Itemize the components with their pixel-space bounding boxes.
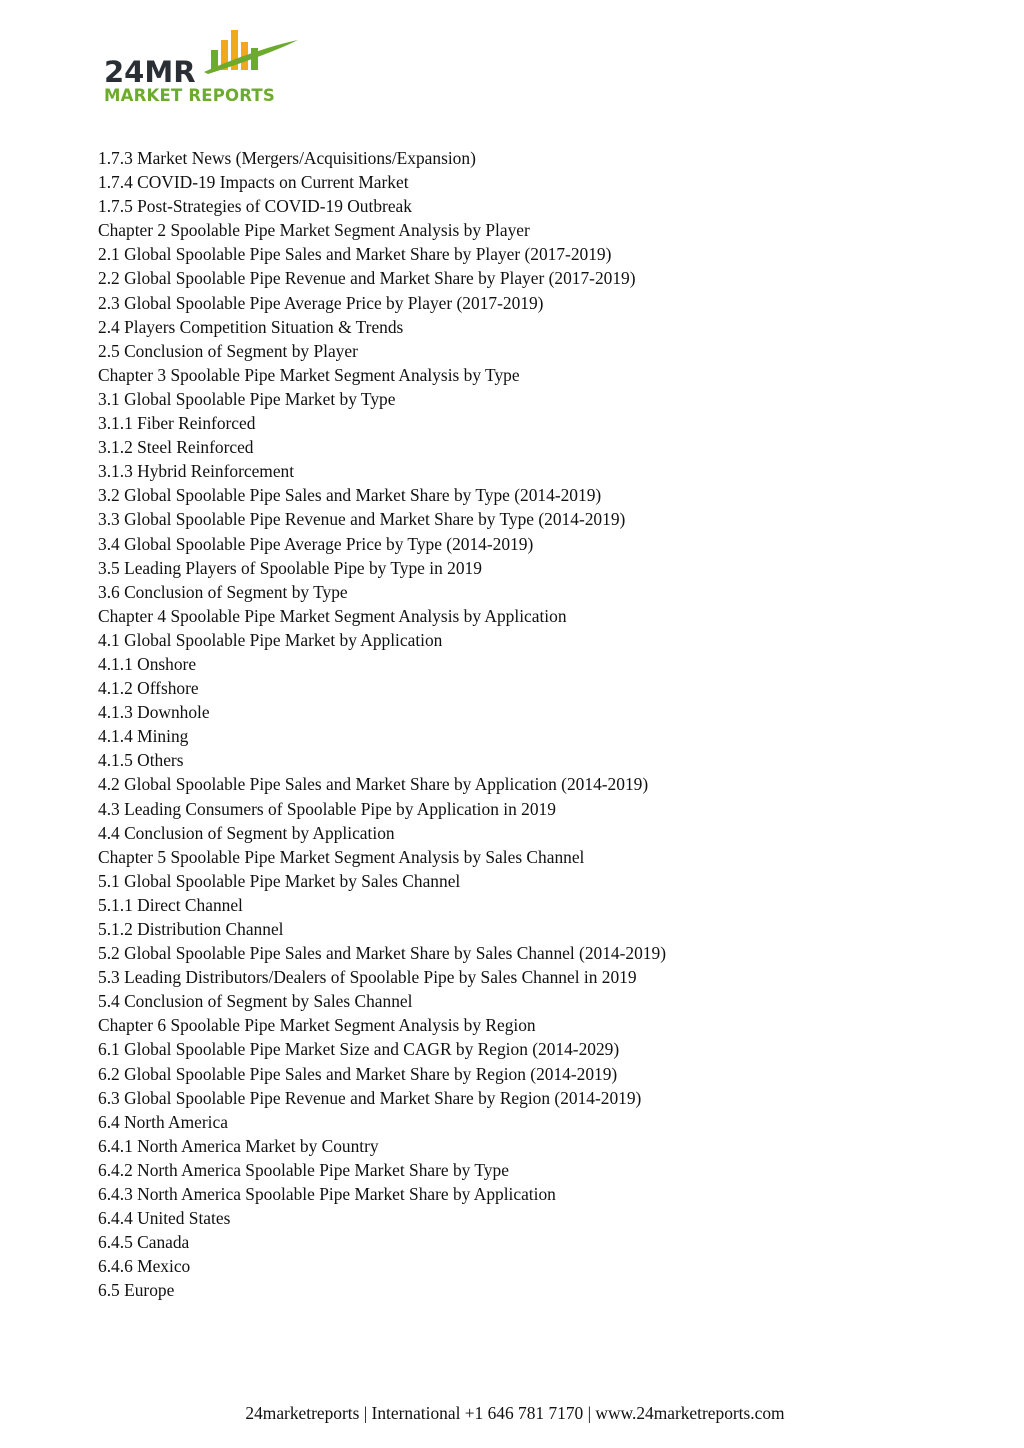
toc-item: 4.1.2 Offshore: [98, 678, 199, 699]
toc-item: 4.2 Global Spoolable Pipe Sales and Market Share by Application (2014-2019): [98, 774, 649, 795]
toc-item: 6.4.5 Canada: [98, 1232, 190, 1253]
toc-item: 2.2 Global Spoolable Pipe Revenue and Market Share by Player (2017-2019): [98, 268, 636, 289]
toc-item: 6.4.3 North America Spoolable Pipe Market Share by Application: [98, 1184, 556, 1205]
logo-wordmark-market-reports: MARKET REPORTS: [104, 86, 275, 105]
toc-item: 6.5 Europe: [98, 1280, 175, 1301]
toc-item: 6.4.2 North America Spoolable Pipe Market Share by Type: [98, 1159, 509, 1180]
toc-item: 5.1.2 Distribution Channel: [98, 919, 284, 939]
toc-item: 6.1 Global Spoolable Pipe Market Size and CAGR by Region (2014-2029): [98, 1039, 620, 1060]
toc-item: 1.7.5 Post-Strategies of COVID-19 Outbreak: [98, 196, 412, 217]
toc-item: 3.5 Leading Players of Spoolable Pipe by Type in 2019: [98, 557, 482, 578]
page-footer: 24marketreports | International +1 646 781 7170 | www.24marketreports.com: [245, 1403, 785, 1423]
toc-chapter-heading: Chapter 4 Spoolable Pipe Market Segment Analysis by Application: [98, 605, 567, 626]
toc-chapter-heading: Chapter 6 Spoolable Pipe Market Segment Analysis by Region: [98, 1015, 536, 1036]
toc-item: 4.1.4 Mining: [98, 726, 189, 747]
toc-item: 5.3 Leading Distributors/Dealers of Spoolable Pipe by Sales Channel in 2019: [98, 967, 637, 988]
toc-item: 6.4 North America: [98, 1111, 228, 1132]
toc-chapter-heading: Chapter 5 Spoolable Pipe Market Segment Analysis by Sales Channel: [98, 846, 585, 867]
toc-item: 2.3 Global Spoolable Pipe Average Price by Player (2017-2019): [98, 292, 544, 313]
toc-item: 2.5 Conclusion of Segment by Player: [98, 340, 358, 361]
toc-item: 6.4.1 North America Market by Country: [98, 1135, 379, 1156]
toc-item: 5.1 Global Spoolable Pipe Market by Sales Channel: [98, 870, 461, 891]
toc-item: 6.4.4 United States: [98, 1208, 231, 1229]
toc-item: 5.2 Global Spoolable Pipe Sales and Market Share by Sales Channel (2014-2019): [98, 943, 666, 964]
toc-item: 3.3 Global Spoolable Pipe Revenue and Market Share by Type (2014-2019): [98, 509, 626, 530]
toc-item: 3.2 Global Spoolable Pipe Sales and Market Share by Type (2014-2019): [98, 485, 602, 506]
toc-item: 5.1.1 Direct Channel: [98, 894, 243, 915]
toc-item: 1.7.4 COVID-19 Impacts on Current Market: [98, 172, 409, 193]
table-of-contents: [98, 146, 666, 1303]
toc-item: 6.4.6 Mexico: [98, 1256, 191, 1277]
toc-item: 3.1 Global Spoolable Pipe Market by Type: [98, 388, 396, 409]
toc-item: 3.4 Global Spoolable Pipe Average Price by Type (2014-2019): [98, 533, 534, 554]
toc-item: 4.3 Leading Consumers of Spoolable Pipe by Application in 2019: [98, 798, 556, 819]
company-logo[interactable]: [100, 28, 310, 108]
toc-item: 4.4 Conclusion of Segment by Application: [98, 822, 395, 843]
toc-item: 3.1.3 Hybrid Reinforcement: [98, 461, 295, 482]
toc-item: 2.1 Global Spoolable Pipe Sales and Market Share by Player (2017-2019): [98, 244, 612, 265]
toc-item: 4.1.5 Others: [98, 750, 184, 771]
toc-item: 2.4 Players Competition Situation & Trends: [98, 316, 404, 337]
toc-chapter-heading: Chapter 2 Spoolable Pipe Market Segment Analysis by Player: [98, 220, 530, 241]
toc-item: 6.3 Global Spoolable Pipe Revenue and Market Share by Region (2014-2019): [98, 1087, 642, 1108]
toc-item: 3.6 Conclusion of Segment by Type: [98, 581, 348, 602]
toc-item: 4.1 Global Spoolable Pipe Market by Application: [98, 629, 443, 650]
toc-item: 4.1.1 Onshore: [98, 653, 197, 674]
logo-wordmark-24mr: 24MR: [104, 55, 196, 89]
toc-chapter-heading: Chapter 3 Spoolable Pipe Market Segment Analysis by Type: [98, 364, 520, 385]
toc-item: 3.1.2 Steel Reinforced: [98, 437, 254, 458]
toc-item: 6.2 Global Spoolable Pipe Sales and Market Share by Region (2014-2019): [98, 1063, 618, 1084]
toc-item: 1.7.3 Market News (Mergers/Acquisitions/Expansion): [98, 148, 476, 168]
toc-item: 3.1.1 Fiber Reinforced: [98, 413, 256, 434]
toc-item: 5.4 Conclusion of Segment by Sales Channel: [98, 991, 413, 1012]
toc-item: 4.1.3 Downhole: [98, 702, 210, 723]
